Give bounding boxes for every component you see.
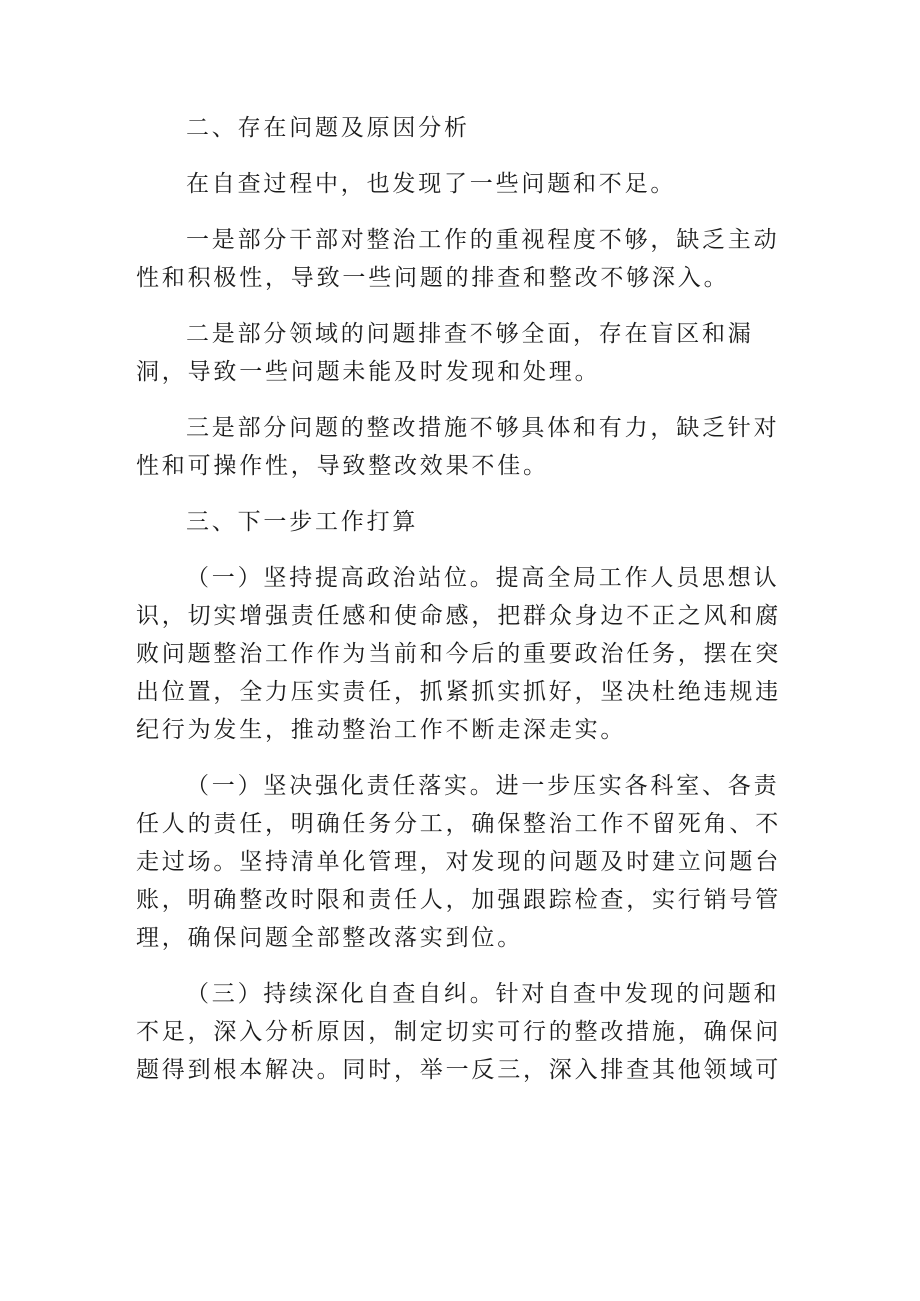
section-intro-paragraph: 在自查过程中，也发现了一些问题和不足。 [186, 171, 677, 197]
problem-paragraph-3: 三是部分问题的整改措施不够具体和有力，缺乏针对性和可操作性，导致整改效果不佳。 [136, 415, 780, 479]
section-heading-next-steps: 三、下一步工作打算 [186, 509, 419, 535]
section-heading-problems: 二、存在问题及原因分析 [186, 115, 470, 141]
plan-paragraph-1: （一）坚持提高政治站位。提高全局工作人员思想认识，切实增强责任感和使命感，把群众身边不正之风和腐败问题整治工作作为当前和今后的重要政治任务，摆在突出位置，全力压实责任，抓紧抓实抓好，坚决杜绝违规违纪行为发生，推动整治工作不断走深走实。 [136, 565, 781, 743]
problem-paragraph-2: 二是部分领域的问题排查不够全面，存在盲区和漏洞，导致一些问题未能及时发现和处理。 [136, 321, 754, 385]
plan-paragraph-3: （三）持续深化自查自纠。针对自查中发现的问题和不足，深入分析原因，制定切实可行的整改措施，确保问题得到根本解决。同时，举一反三，深入排查其他领域可 [136, 981, 781, 1083]
document-body [136, 109, 796, 1107]
plan-paragraph-2: （一）坚决强化责任落实。进一步压实各科室、各责任人的责任，明确任务分工，确保整治工作不留死角、不走过场。坚持清单化管理，对发现的问题及时建立问题台账，明确整改时限和责任人，加强跟踪检查，实行销号管理，确保问题全部整改落实到位。 [136, 773, 781, 951]
problem-paragraph-1: 一是部分干部对整治工作的重视程度不够，缺乏主动性和积极性，导致一些问题的排查和整改不够深入。 [136, 227, 780, 291]
